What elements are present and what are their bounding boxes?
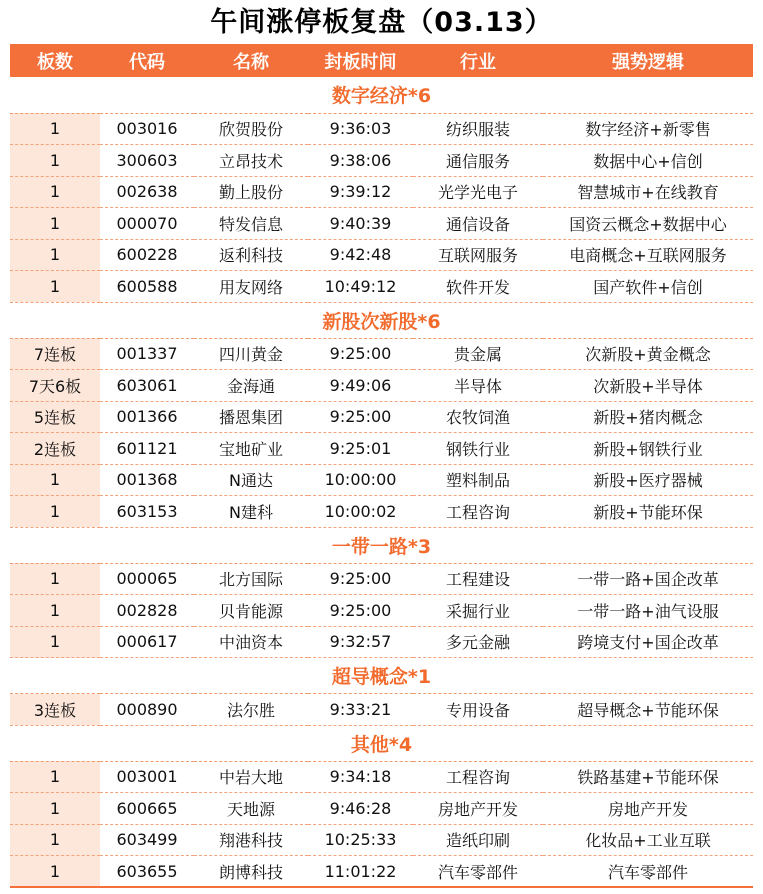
seal-time-cell: 9:32:57	[308, 626, 413, 658]
logic-cell: 一带一路+国企改革	[543, 563, 753, 595]
industry-cell: 塑料制品	[413, 464, 543, 496]
code-cell: 000617	[100, 626, 194, 658]
name-cell: 翔港科技	[194, 824, 308, 856]
code-cell: 603153	[100, 496, 194, 528]
table-row	[10, 856, 753, 888]
industry-cell: 工程咨询	[413, 496, 543, 528]
industry-cell: 钢铁行业	[413, 433, 543, 465]
industry-cell: 半导体	[413, 370, 543, 402]
board-count-cell: 1	[10, 464, 100, 496]
code-cell: 001337	[100, 338, 194, 370]
seal-time-cell: 9:49:06	[308, 370, 413, 402]
board-count-cell: 5连板	[10, 401, 100, 433]
code-cell: 300603	[100, 145, 194, 177]
name-cell: 特发信息	[194, 208, 308, 240]
board-count-cell: 3连板	[10, 694, 100, 726]
seal-time-cell: 9:46:28	[308, 793, 413, 825]
name-cell: 朗博科技	[194, 856, 308, 888]
logic-cell: 一带一路+油气设服	[543, 595, 753, 627]
logic-cell: 新股+猪肉概念	[543, 401, 753, 433]
name-cell: 返利科技	[194, 239, 308, 271]
section-header-row	[10, 527, 753, 563]
logic-cell: 国产软件+信创	[543, 271, 753, 303]
logic-cell: 新股+医疗器械	[543, 464, 753, 496]
table-row	[10, 496, 753, 528]
seal-time-cell: 9:34:18	[308, 761, 413, 793]
board-count-cell: 1	[10, 761, 100, 793]
logic-cell: 化妆品+工业互联	[543, 824, 753, 856]
seal-time-cell: 9:33:21	[308, 694, 413, 726]
section-header-row	[10, 77, 753, 113]
seal-time-cell: 9:42:48	[308, 239, 413, 271]
code-cell: 000070	[100, 208, 194, 240]
table-row	[10, 761, 753, 793]
header-logic: 强势逻辑	[543, 44, 753, 77]
section-header-row	[10, 725, 753, 761]
industry-cell: 光学光电子	[413, 176, 543, 208]
name-cell: 天地源	[194, 793, 308, 825]
section-label: 数字经济*6	[10, 77, 753, 113]
board-count-cell: 1	[10, 113, 100, 145]
industry-cell: 采掘行业	[413, 595, 543, 627]
logic-cell: 汽车零部件	[543, 856, 753, 888]
logic-cell: 超导概念+节能环保	[543, 694, 753, 726]
table-row	[10, 208, 753, 240]
seal-time-cell: 10:49:12	[308, 271, 413, 303]
table-row	[10, 433, 753, 465]
table-row	[10, 694, 753, 726]
code-cell: 603655	[100, 856, 194, 888]
industry-cell: 工程咨询	[413, 761, 543, 793]
logic-cell: 国资云概念+数据中心	[543, 208, 753, 240]
limit-up-table	[10, 44, 753, 888]
seal-time-cell: 9:36:03	[308, 113, 413, 145]
table-row	[10, 793, 753, 825]
header-board-count: 板数	[10, 44, 100, 77]
code-cell: 600665	[100, 793, 194, 825]
industry-cell: 通信服务	[413, 145, 543, 177]
industry-cell: 汽车零部件	[413, 856, 543, 888]
board-count-cell: 7天6板	[10, 370, 100, 402]
seal-time-cell: 9:25:00	[308, 563, 413, 595]
name-cell: 四川黄金	[194, 338, 308, 370]
board-count-cell: 1	[10, 824, 100, 856]
logic-cell: 新股+节能环保	[543, 496, 753, 528]
code-cell: 603499	[100, 824, 194, 856]
table-header-row	[10, 44, 753, 77]
logic-cell: 数据中心+信创	[543, 145, 753, 177]
seal-time-cell: 10:00:02	[308, 496, 413, 528]
board-count-cell: 1	[10, 496, 100, 528]
board-count-cell: 1	[10, 595, 100, 627]
name-cell: 中岩大地	[194, 761, 308, 793]
logic-cell: 跨境支付+国企改革	[543, 626, 753, 658]
table-row	[10, 824, 753, 856]
board-count-cell: 1	[10, 176, 100, 208]
board-count-cell: 1	[10, 208, 100, 240]
table-row	[10, 239, 753, 271]
seal-time-cell: 10:00:00	[308, 464, 413, 496]
table-row	[10, 401, 753, 433]
name-cell: 中油资本	[194, 626, 308, 658]
seal-time-cell: 9:39:12	[308, 176, 413, 208]
name-cell: 立昂技术	[194, 145, 308, 177]
table-row	[10, 370, 753, 402]
logic-cell: 数字经济+新零售	[543, 113, 753, 145]
code-cell: 000890	[100, 694, 194, 726]
code-cell: 003001	[100, 761, 194, 793]
board-count-cell: 7连板	[10, 338, 100, 370]
board-count-cell: 1	[10, 239, 100, 271]
name-cell: 播恩集团	[194, 401, 308, 433]
name-cell: 金海通	[194, 370, 308, 402]
board-count-cell: 2连板	[10, 433, 100, 465]
logic-cell: 次新股+半导体	[543, 370, 753, 402]
seal-time-cell: 9:25:00	[308, 401, 413, 433]
name-cell: 北方国际	[194, 563, 308, 595]
board-count-cell: 1	[10, 856, 100, 888]
logic-cell: 铁路基建+节能环保	[543, 761, 753, 793]
seal-time-cell: 9:38:06	[308, 145, 413, 177]
industry-cell: 造纸印刷	[413, 824, 543, 856]
header-industry: 行业	[413, 44, 543, 77]
name-cell: N通达	[194, 464, 308, 496]
industry-cell: 工程建设	[413, 563, 543, 595]
name-cell: 欣贺股份	[194, 113, 308, 145]
board-count-cell: 1	[10, 626, 100, 658]
industry-cell: 房地产开发	[413, 793, 543, 825]
industry-cell: 纺织服装	[413, 113, 543, 145]
board-count-cell: 1	[10, 271, 100, 303]
seal-time-cell: 11:01:22	[308, 856, 413, 888]
section-header-row	[10, 302, 753, 338]
section-header-row	[10, 658, 753, 694]
header-name: 名称	[194, 44, 308, 77]
industry-cell: 贵金属	[413, 338, 543, 370]
table-row	[10, 338, 753, 370]
industry-cell: 农牧饲渔	[413, 401, 543, 433]
industry-cell: 互联网服务	[413, 239, 543, 271]
industry-cell: 软件开发	[413, 271, 543, 303]
table-row	[10, 176, 753, 208]
header-seal-time: 封板时间	[308, 44, 413, 77]
logic-cell: 次新股+黄金概念	[543, 338, 753, 370]
name-cell: 法尔胜	[194, 694, 308, 726]
code-cell: 600588	[100, 271, 194, 303]
seal-time-cell: 9:25:00	[308, 595, 413, 627]
code-cell: 002828	[100, 595, 194, 627]
header-code: 代码	[100, 44, 194, 77]
logic-cell: 智慧城市+在线教育	[543, 176, 753, 208]
table-row	[10, 595, 753, 627]
name-cell: 勤上股份	[194, 176, 308, 208]
code-cell: 001366	[100, 401, 194, 433]
code-cell: 001368	[100, 464, 194, 496]
name-cell: 宝地矿业	[194, 433, 308, 465]
board-count-cell: 1	[10, 793, 100, 825]
board-count-cell: 1	[10, 145, 100, 177]
logic-cell: 房地产开发	[543, 793, 753, 825]
code-cell: 603061	[100, 370, 194, 402]
industry-cell: 多元金融	[413, 626, 543, 658]
code-cell: 002638	[100, 176, 194, 208]
industry-cell: 通信设备	[413, 208, 543, 240]
code-cell: 000065	[100, 563, 194, 595]
table-row	[10, 563, 753, 595]
code-cell: 003016	[100, 113, 194, 145]
seal-time-cell: 9:25:00	[308, 338, 413, 370]
board-count-cell: 1	[10, 563, 100, 595]
code-cell: 600228	[100, 239, 194, 271]
table-row	[10, 145, 753, 177]
section-label: 一带一路*3	[10, 527, 753, 563]
table-row	[10, 464, 753, 496]
logic-cell: 电商概念+互联网服务	[543, 239, 753, 271]
section-label: 超导概念*1	[10, 658, 753, 694]
table-row	[10, 113, 753, 145]
industry-cell: 专用设备	[413, 694, 543, 726]
name-cell: 用友网络	[194, 271, 308, 303]
name-cell: N建科	[194, 496, 308, 528]
seal-time-cell: 9:40:39	[308, 208, 413, 240]
section-label: 其他*4	[10, 725, 753, 761]
name-cell: 贝肯能源	[194, 595, 308, 627]
logic-cell: 新股+钢铁行业	[543, 433, 753, 465]
table-row	[10, 626, 753, 658]
seal-time-cell: 9:25:01	[308, 433, 413, 465]
table-body	[10, 77, 753, 887]
page-title: 午间涨停板复盘（03.13）	[210, 7, 553, 38]
code-cell: 601121	[100, 433, 194, 465]
section-label: 新股次新股*6	[10, 302, 753, 338]
seal-time-cell: 10:25:33	[308, 824, 413, 856]
table-row	[10, 271, 753, 303]
